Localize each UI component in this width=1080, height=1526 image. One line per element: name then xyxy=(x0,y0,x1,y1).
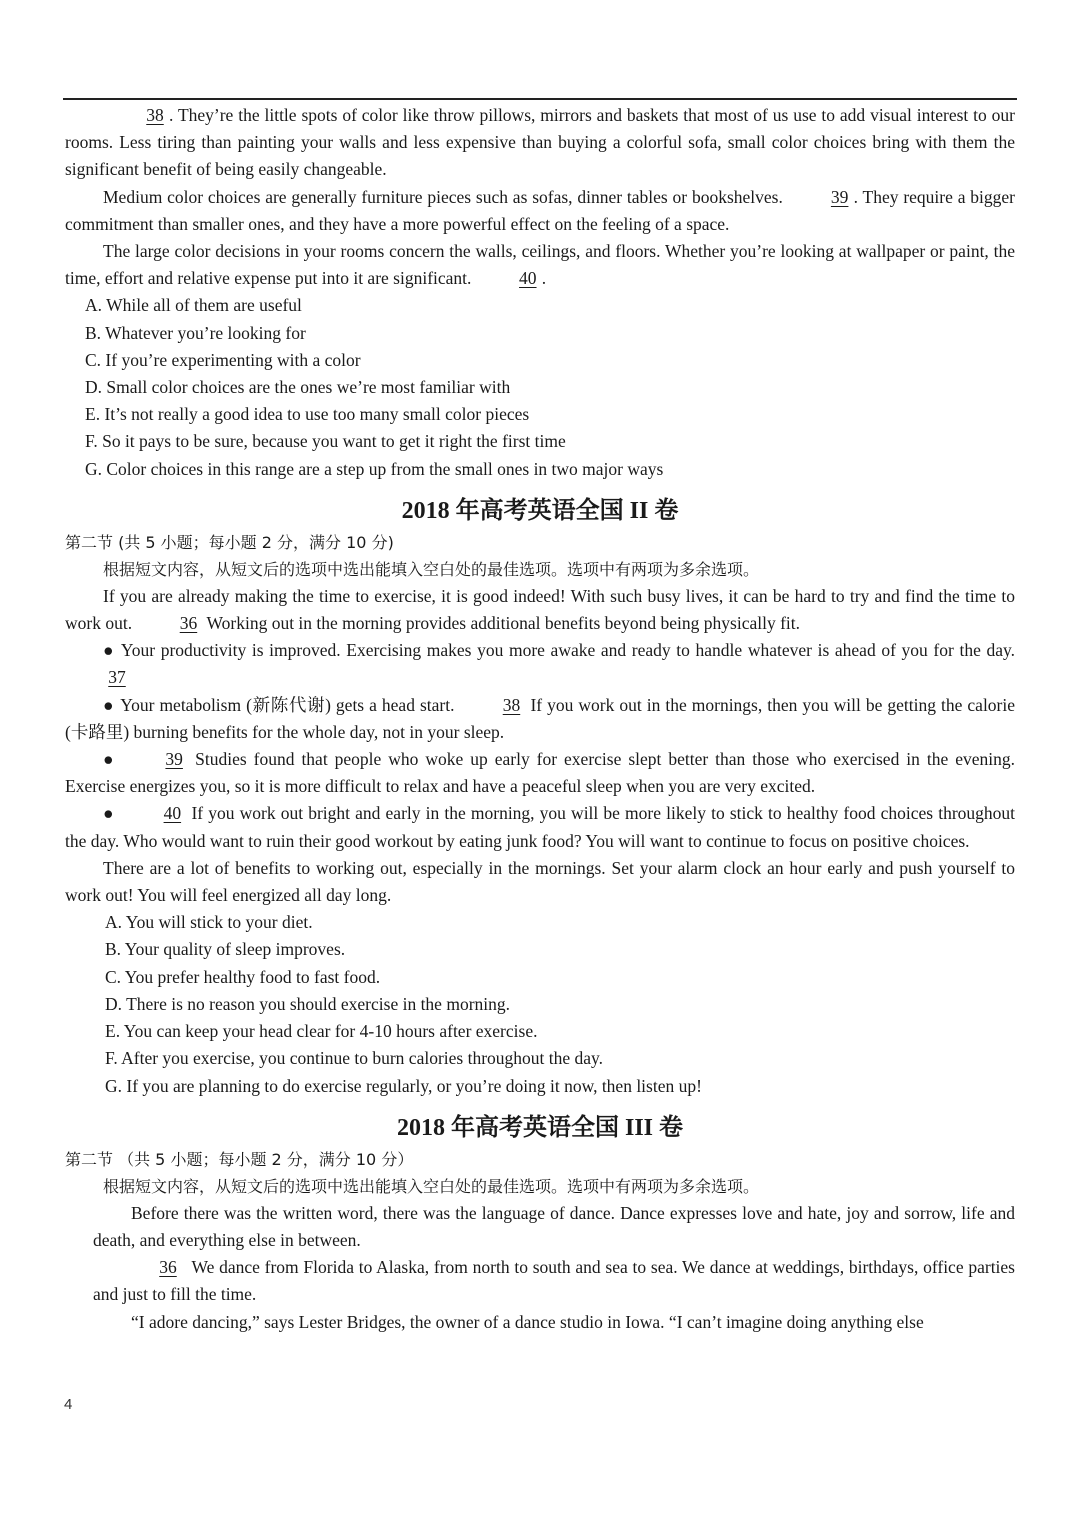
s2-b4-after: If you work out bright and early in the morning, you will be more likely to stick to healthy food choices throughout the day. Who would want to ruin their good workout by eating junk food? You will want to continue to focus on positive choices. xyxy=(65,803,1016,851)
section-3-label: 第二节 （共 5 小题；每小题 2 分，满分 10 分） xyxy=(65,1149,414,1169)
s3-p2-after: We dance from Florida to Alaska, from north to south and sea to sea. We dance at weddings, birthdays, office parties and just to fill the time. xyxy=(93,1257,1015,1305)
section-2-label: 第二节 (共 5 小题；每小题 2 分，满分 10 分) xyxy=(65,532,394,552)
option-f: F. So it pays to be sure, because you want to get it right the first time xyxy=(85,431,566,452)
option-c: C. If you’re experimenting with a color xyxy=(85,349,361,370)
s3-passage xyxy=(65,1200,1015,1336)
s1-options xyxy=(65,292,1015,482)
option-a: A. You will stick to your diet. xyxy=(105,912,313,933)
option-d: D. Small color choices are the ones we’re most familiar with xyxy=(85,377,511,398)
option-b: B. Whatever you’re looking for xyxy=(85,322,306,343)
blank-38: 38 xyxy=(502,694,521,715)
s2-b2-text: Your metabolism (新陈代谢) gets a head start. xyxy=(120,694,455,715)
s2-p1-text: If you are already making the time to exercise, it is good indeed! With such busy lives, it can be hard to try and find the time to work out. xyxy=(65,585,1015,634)
bullet-icon: ● xyxy=(103,749,117,770)
s2-bullet-2 xyxy=(65,692,1015,746)
option-c: C. You prefer healthy food to fast food. xyxy=(105,966,381,987)
s3-paragraph-2 xyxy=(93,1254,1015,1308)
bullet-icon: ● xyxy=(103,640,115,661)
blank-39: 39 xyxy=(830,186,849,207)
section-2-heading: 2018 年高考英语全国 II 卷 xyxy=(401,497,679,524)
s1-p1-text: . They’re the little spots of color like throw pillows, mirrors and baskets that most of us use to add visual interest to our rooms. Less tiring than painting your walls and less expensive than buying a colorful sofa, small color choices bring with them the significant benefit of being easily changeable. xyxy=(65,105,1015,180)
page-number: 4 xyxy=(64,1396,73,1413)
option-e: E. You can keep your head clear for 4-10 hours after exercise. xyxy=(105,1021,538,1042)
bullet-icon: ● xyxy=(103,803,115,824)
blank-40: 40 xyxy=(163,803,182,824)
blank-37: 37 xyxy=(108,667,126,688)
s2-bullet-1 xyxy=(65,637,1015,691)
s1-p2-after: . They require a bigger commitment than smaller ones, and they have a more powerful effect on the feeling of a space. xyxy=(65,186,1016,234)
option-g: G. If you are planning to do exercise regularly, or you’re doing it now, then listen up! xyxy=(105,1075,702,1096)
option-a: A. While all of them are useful xyxy=(85,295,302,316)
s2-bullet-4 xyxy=(65,800,1015,854)
blank-40: 40 xyxy=(519,268,537,289)
page-content xyxy=(65,102,1015,1336)
bullet-icon: ● xyxy=(103,694,115,715)
s2-paragraph-1 xyxy=(65,583,1015,637)
s3-paragraph-1: Before there was the written word, there was the language of dance. Dance expresses love and hate, joy and sorrow, life and death, and everything else in between. xyxy=(93,1202,1015,1250)
blank-39: 39 xyxy=(165,749,183,770)
option-e: E. It’s not really a good idea to use too many small color pieces xyxy=(85,404,530,425)
section-3-instruction: 根据短文内容，从短文后的选项中选出能填入空白处的最佳选项。选项中有两项为多余选项。 xyxy=(103,1176,760,1196)
s2-b1-text: Your productivity is improved. Exercising makes you more awake and ready to handle whatever is ahead of you for the day. xyxy=(120,640,1015,661)
s2-paragraph-last: There are a lot of benefits to working out, especially in the mornings. Set your alarm clock an hour early and push yourself to work out! You will feel energized all day long. xyxy=(65,857,1015,906)
s1-p3-text: The large color decisions in your rooms concern the walls, ceilings, and floors. Whether you’re looking at wallpaper or paint, the time, effort and relative expense put into it are significant. xyxy=(65,241,1015,289)
top-rule xyxy=(63,98,1017,100)
option-f: F. After you exercise, you continue to burn calories throughout the day. xyxy=(105,1048,604,1069)
section-2-instruction: 根据短文内容，从短文后的选项中选出能填入空白处的最佳选项。选项中有两项为多余选项。 xyxy=(103,559,760,579)
s1-paragraph-2 xyxy=(65,184,1015,238)
option-d: D. There is no reason you should exercise in the morning. xyxy=(105,993,511,1014)
blank-38: 38 xyxy=(146,105,164,125)
s2-b2-after: If you work out in the mornings, then you will be getting the calorie (卡路里) burning benefits for the whole day, not in your sleep. xyxy=(65,694,1016,742)
s1-paragraph-3 xyxy=(65,238,1015,292)
blank-36: 36 xyxy=(179,613,198,634)
s2-options xyxy=(65,909,1015,1099)
s1-p2-text: Medium color choices are generally furniture pieces such as sofas, dinner tables or bookshelves. xyxy=(103,186,783,207)
s2-bullet-3 xyxy=(65,746,1015,800)
blank-36: 36 xyxy=(159,1257,177,1278)
s2-p1-after: Working out in the morning provides additional benefits beyond being physically fit. xyxy=(206,613,801,634)
section-3-heading: 2018 年高考英语全国 III 卷 xyxy=(396,1114,684,1141)
s1-p3-after: . xyxy=(541,268,547,289)
s2-b3-after: Studies found that people who woke up early for exercise slept better than those who exercised in the evening. Exercise energizes you, so it is more difficult to relax and have a peaceful sleep when you are very excited. xyxy=(65,749,1015,797)
s3-paragraph-3: “I adore dancing,” says Lester Bridges, the owner of a dance studio in Iowa. “I can’t imagine doing anything else xyxy=(131,1311,924,1332)
s1-paragraph-1 xyxy=(65,102,1015,184)
option-g: G. Color choices in this range are a step up from the small ones in two major ways xyxy=(85,458,664,479)
option-b: B. Your quality of sleep improves. xyxy=(105,939,346,960)
